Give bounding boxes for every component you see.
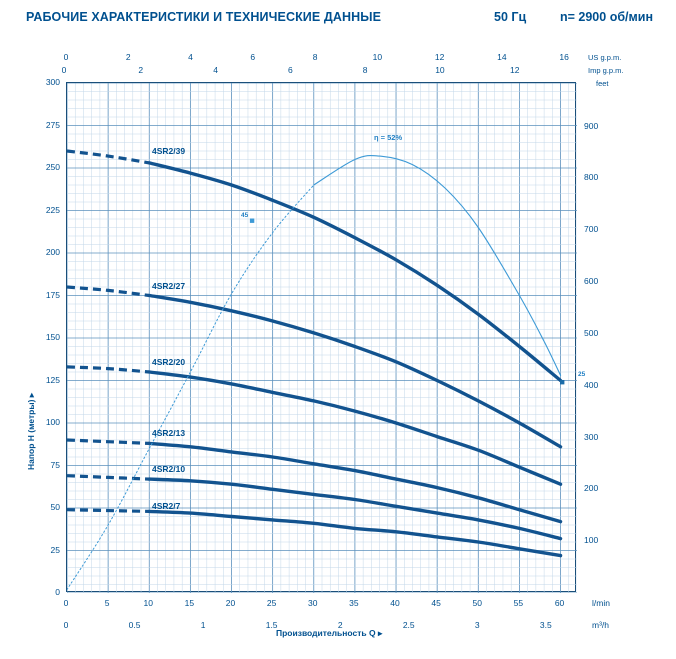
x-tick-lmin-6: 30 [308,598,318,608]
x-tick-lmin-5: 25 [266,598,277,608]
y-tick-m-7: 175 [45,289,60,300]
y-tick-feet-2: 300 [584,431,599,442]
x-tick-m3h-6: 3 [474,620,480,630]
y-tick-m-1: 25 [50,544,60,555]
y-tick-m-11: 275 [45,119,60,130]
x-tick-lmin-3: 15 [184,598,195,608]
x-tick-lmin-8: 40 [390,598,400,608]
efficiency-annotation-45: 45 [241,212,249,219]
x-tick-lmin-2: 10 [143,598,153,608]
y-tick-m-6: 150 [45,332,60,342]
x-tick-m3h-1: 0.5 [128,620,141,630]
curve-label-4sr2-27: 4SR2/27 [152,281,186,291]
x-tick-impgpm-1: 2 [138,65,144,75]
x-tick-impgpm-4: 8 [362,65,368,75]
x-tick-m3h-3: 1.5 [265,620,278,630]
x-tick-m3h-4: 2 [337,620,343,630]
x-tick-lmin-0: 0 [63,598,69,608]
y-tick-m-5: 125 [45,374,60,385]
unit-lmin: l/min [592,598,610,608]
curve-label-4sr2-10: 4SR2/10 [152,464,186,474]
top-tick-impgpm-0: 0 [61,65,67,75]
y-tick-feet-3: 400 [584,379,599,390]
y-tick-m-4: 100 [45,417,60,427]
x-tick-usgpm-7: 14 [497,52,507,62]
x-tick-usgpm-4: 8 [312,52,318,62]
unit-imp-gpm: Imp g.p.m. [588,66,624,75]
y-tick-feet-6: 700 [584,224,599,235]
chart-curves [67,83,577,593]
chart-plot-area [66,82,576,592]
y-tick-feet-1: 200 [584,483,599,494]
curve-label-4sr2-39: 4SR2/39 [152,146,186,156]
x-tick-m3h-5: 2.5 [402,620,415,630]
x-tick-impgpm-6: 12 [509,65,520,75]
unit-feet: feet [596,79,609,88]
y-tick-m-12: 300 [45,77,60,87]
y-tick-feet-0: 100 [584,535,599,546]
x-tick-lmin-11: 55 [513,598,524,608]
x-tick-lmin-1: 5 [104,598,110,608]
y-tick-m-2: 50 [50,502,60,512]
curve-label-4sr2-20: 4SR2/20 [152,357,186,367]
curve-label-4sr2-13: 4SR2/13 [152,428,186,438]
x-tick-usgpm-1: 2 [125,52,131,62]
y-axis-title: Напор H (метры) ▸ [26,392,36,470]
y-tick-m-10: 250 [45,162,60,172]
x-tick-impgpm-2: 4 [213,65,218,75]
efficiency-annotation-25: 25 [578,371,586,378]
speed-label: n= 2900 об/мин [560,10,653,24]
x-axis-title: Производительность Q ▸ [276,628,383,638]
x-tick-lmin-10: 50 [472,598,483,608]
x-tick-usgpm-5: 10 [372,52,383,62]
y-tick-feet-5: 600 [584,276,599,287]
x-tick-m3h-7: 3.5 [539,620,552,630]
x-tick-lmin-9: 45 [431,598,441,608]
x-tick-lmin-12: 60 [554,598,565,608]
top-tick-usgpm-0: 0 [63,52,69,62]
y-tick-feet-4: 500 [584,327,599,338]
x-tick-lmin-7: 35 [349,598,359,608]
y-tick-m-0: 0 [55,587,60,597]
x-tick-usgpm-2: 4 [188,52,193,62]
x-tick-usgpm-6: 12 [434,52,445,62]
y-tick-feet-8: 900 [584,120,599,131]
y-tick-m-8: 200 [45,247,60,257]
efficiency-label: η = 52% [374,133,403,142]
x-tick-m3h-2: 1 [200,620,206,630]
y-tick-feet-7: 800 [584,172,599,183]
unit-m3h: m³/h [592,620,609,630]
x-tick-impgpm-3: 6 [287,65,293,75]
curve-label-4sr2-7: 4SR2/7 [152,501,181,511]
page-title: РАБОЧИЕ ХАРАКТЕРИСТИКИ И ТЕХНИЧЕСКИЕ ДАННЫЕ [26,10,382,24]
x-tick-usgpm-8: 16 [559,52,569,62]
y-tick-m-9: 225 [45,204,60,215]
y-tick-m-3: 75 [50,459,60,470]
x-tick-usgpm-3: 6 [250,52,256,62]
x-tick-impgpm-5: 10 [435,65,445,75]
x-tick-lmin-4: 20 [225,598,236,608]
x-tick-m3h-0: 0 [63,620,69,630]
unit-us-gpm: US g.p.m. [588,53,622,62]
frequency-label: 50 Гц [494,10,527,24]
